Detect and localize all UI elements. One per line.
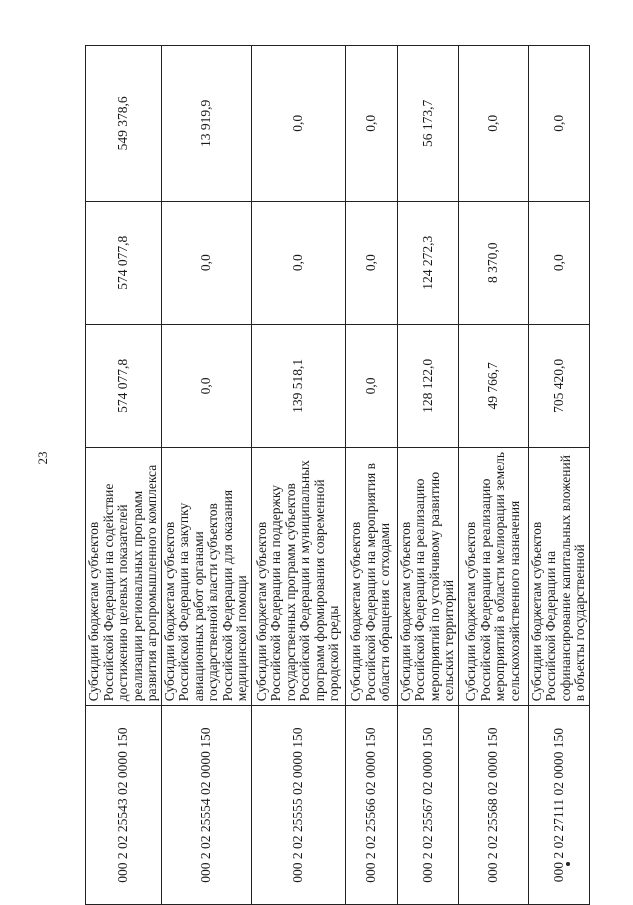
amount-year-3: 13 919,9 xyxy=(161,46,251,202)
amount-year-2: 0,0 xyxy=(251,201,345,324)
table-row xyxy=(458,46,528,905)
amount-year-3: 0,0 xyxy=(458,46,528,202)
budget-item-name: Субсидии бюджетам субъектов Российской Федерации на закупку авиационных работ органами государственной власти субъектов Российской Федерации для оказания медицинской помощи xyxy=(161,447,251,705)
page-number: 23 xyxy=(35,451,50,465)
amount-year-2: 8 370,0 xyxy=(458,201,528,324)
budget-item-name: Субсидии бюджетам субъектов Российской Федерации на реализацию мероприятий по устойчивому развитию сельских территорий xyxy=(397,447,458,705)
table-rotated-inner xyxy=(85,45,633,905)
amount-year-1: 49 766,7 xyxy=(458,324,528,447)
budget-item-name: Субсидии бюджетам субъектов Российской Федерации на софинансирование капитальных вложений в объекты государственной xyxy=(528,447,589,705)
budget-table xyxy=(85,45,590,905)
amount-year-1: 128 122,0 xyxy=(397,324,458,447)
table-row xyxy=(528,46,589,905)
amount-year-3: 0,0 xyxy=(528,46,589,202)
amount-year-1: 0,0 xyxy=(345,324,397,447)
budget-code: 000 2 02 25568 02 0000 150 xyxy=(458,706,528,905)
amount-year-2: 574 077,8 xyxy=(86,201,162,324)
budget-item-name: Субсидии бюджетам субъектов Российской Федерации на поддержку государственных программ субъектов Российской Федерации и муниципальных программ формирования современной городской среды xyxy=(251,447,345,705)
table-row xyxy=(86,46,162,905)
amount-year-3: 0,0 xyxy=(251,46,345,202)
amount-year-3: 56 173,7 xyxy=(397,46,458,202)
amount-year-1: 139 518,1 xyxy=(251,324,345,447)
budget-code: 000 2 02 25543 02 0000 150 xyxy=(86,706,162,905)
table-row xyxy=(161,46,251,905)
amount-year-3: 549 378,6 xyxy=(86,46,162,202)
bullet-mark xyxy=(566,862,570,866)
table-row xyxy=(251,46,345,905)
budget-code: 000 2 02 25555 02 0000 150 xyxy=(251,706,345,905)
table-row xyxy=(345,46,397,905)
budget-item-name: Субсидии бюджетам субъектов Российской Федерации на реализацию мероприятий в области мелиорации земель сельскохозяйственного назначения xyxy=(458,447,528,705)
amount-year-1: 705 420,0 xyxy=(528,324,589,447)
budget-code: 000 2 02 25567 02 0000 150 xyxy=(397,706,458,905)
budget-code: 000 2 02 25566 02 0000 150 xyxy=(345,706,397,905)
amount-year-2: 0,0 xyxy=(345,201,397,324)
amount-year-1: 0,0 xyxy=(161,324,251,447)
amount-year-1: 574 077,8 xyxy=(86,324,162,447)
budget-item-name: Субсидии бюджетам субъектов Российской Федерации на содействие достижению целевых показателей реализации региональных программ развития агропромышленного комплекса xyxy=(86,447,162,705)
amount-year-2: 0,0 xyxy=(528,201,589,324)
budget-code: 000 2 02 25554 02 0000 150 xyxy=(161,706,251,905)
amount-year-2: 0,0 xyxy=(161,201,251,324)
table-rotated-wrapper xyxy=(85,45,633,905)
budget-item-name: Субсидии бюджетам субъектов Российской Федерации на мероприятия в области обращения с отходами xyxy=(345,447,397,705)
budget-code: 000 2 02 27111 02 0000 150 xyxy=(528,706,589,905)
amount-year-3: 0,0 xyxy=(345,46,397,202)
amount-year-2: 124 272,3 xyxy=(397,201,458,324)
table-row xyxy=(397,46,458,905)
